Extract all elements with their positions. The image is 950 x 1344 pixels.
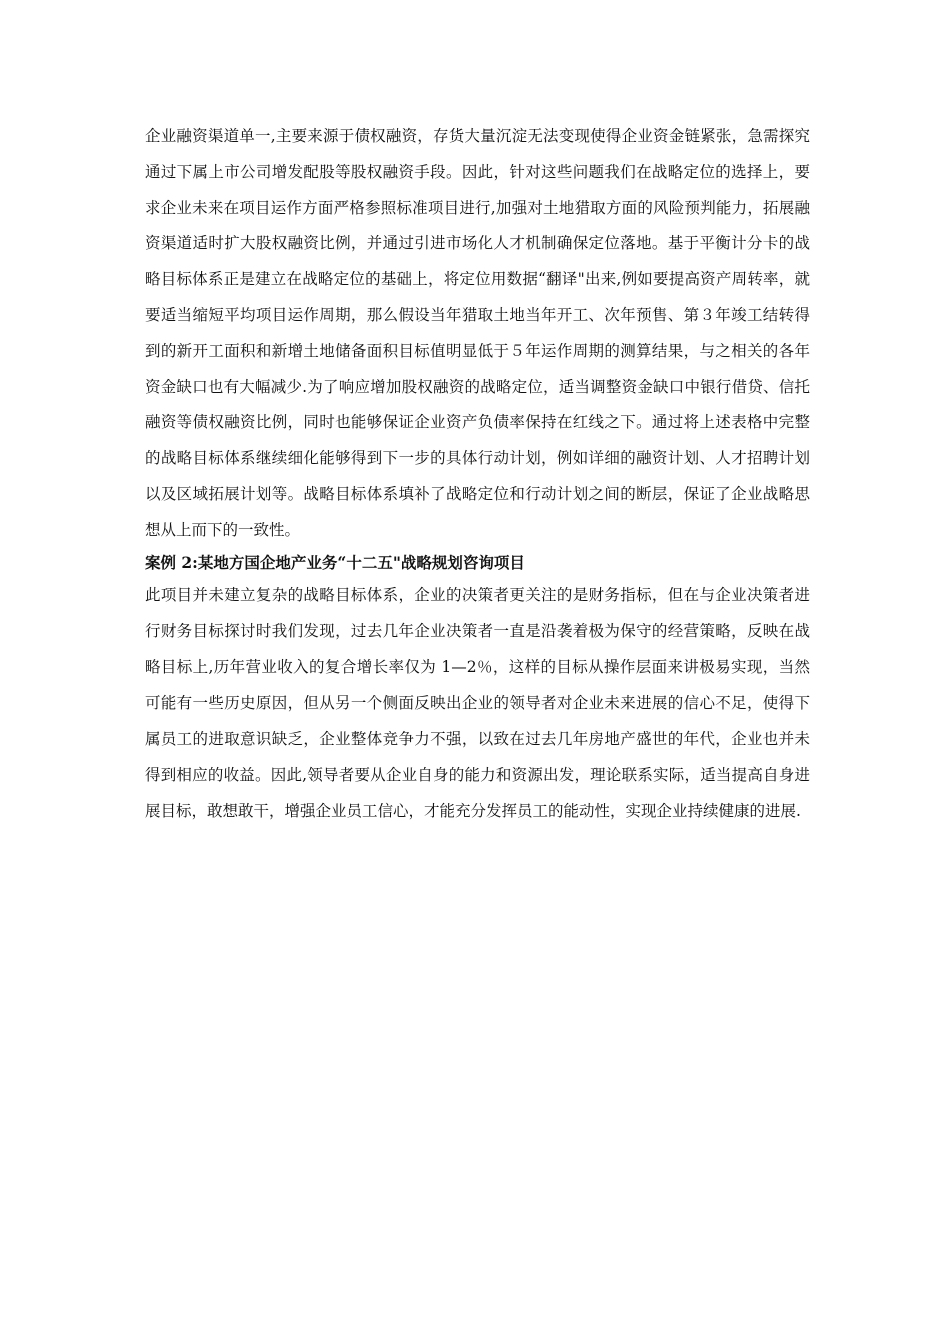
document-page xyxy=(145,119,810,829)
case-heading: 案例 2:某地方国企地产业务“十二五"战略规划咨询项目 xyxy=(145,552,525,572)
body-paragraph-2: 此项目并未建立复杂的战略目标体系，企业的决策者更关注的是财务指标，但在与企业决策者进行财务目标探讨时我们发现，过去几年企业决策者一直是沿袭着极为保守的经营策略，反映在战略目标上,历年营业收入的复合增长率仅为 1—2％，这样的目标从操作层面来讲极易实现，当然可能有一些历史原因，但从另一个侧面反映出企业的领导者对企业未来进展的信心不足，使得下属员工的进取意识缺乏，企业整体竞争力不强，以致在过去几年房地产盛世的年代，企业也并未得到相应的收益。因此,领导者要从企业自身的能力和资源出发，理论联系实际，适当提高自身进展目标，敢想敢干，增强企业员工信心，才能充分发挥员工的能动性，实现企业持续健康的进展. xyxy=(145,585,810,820)
body-paragraph-1: 企业融资渠道单一,主要来源于债权融资，存货大量沉淀无法变现使得企业资金链紧张，急需探究通过下属上市公司增发配股等股权融资手段。因此，针对这些问题我们在战略定位的选择上，要求企业未来在项目运作方面严格参照标准项目进行,加强对土地猎取方面的风险预判能力，拓展融资渠道适时扩大股权融资比例，并通过引进市场化人才机制确保定位落地。基于平衡计分卡的战略目标体系正是建立在战略定位的基础上，将定位用数据“翻译"出来,例如要提高资产周转率，就要适当缩短平均项目运作周期，那么假设当年猎取土地当年开工、次年预售、第３年竣工结转得到的新开工面积和新增土地储备面积目标值明显低于５年运作周期的测算结果，与之相关的各年资金缺口也有大幅减少.为了响应增加股权融资的战略定位，适当调整资金缺口中银行借贷、信托融资等债权融资比例，同时也能够保证企业资产负债率保持在红线之下。通过将上述表格中完整的战略目标体系继续细化能够得到下一步的具体行动计划，例如详细的融资计划、人才招聘计划以及区域拓展计划等。战略目标体系填补了战略定位和行动计划之间的断层，保证了企业战略思想从上而下的一致性。 xyxy=(145,127,810,539)
